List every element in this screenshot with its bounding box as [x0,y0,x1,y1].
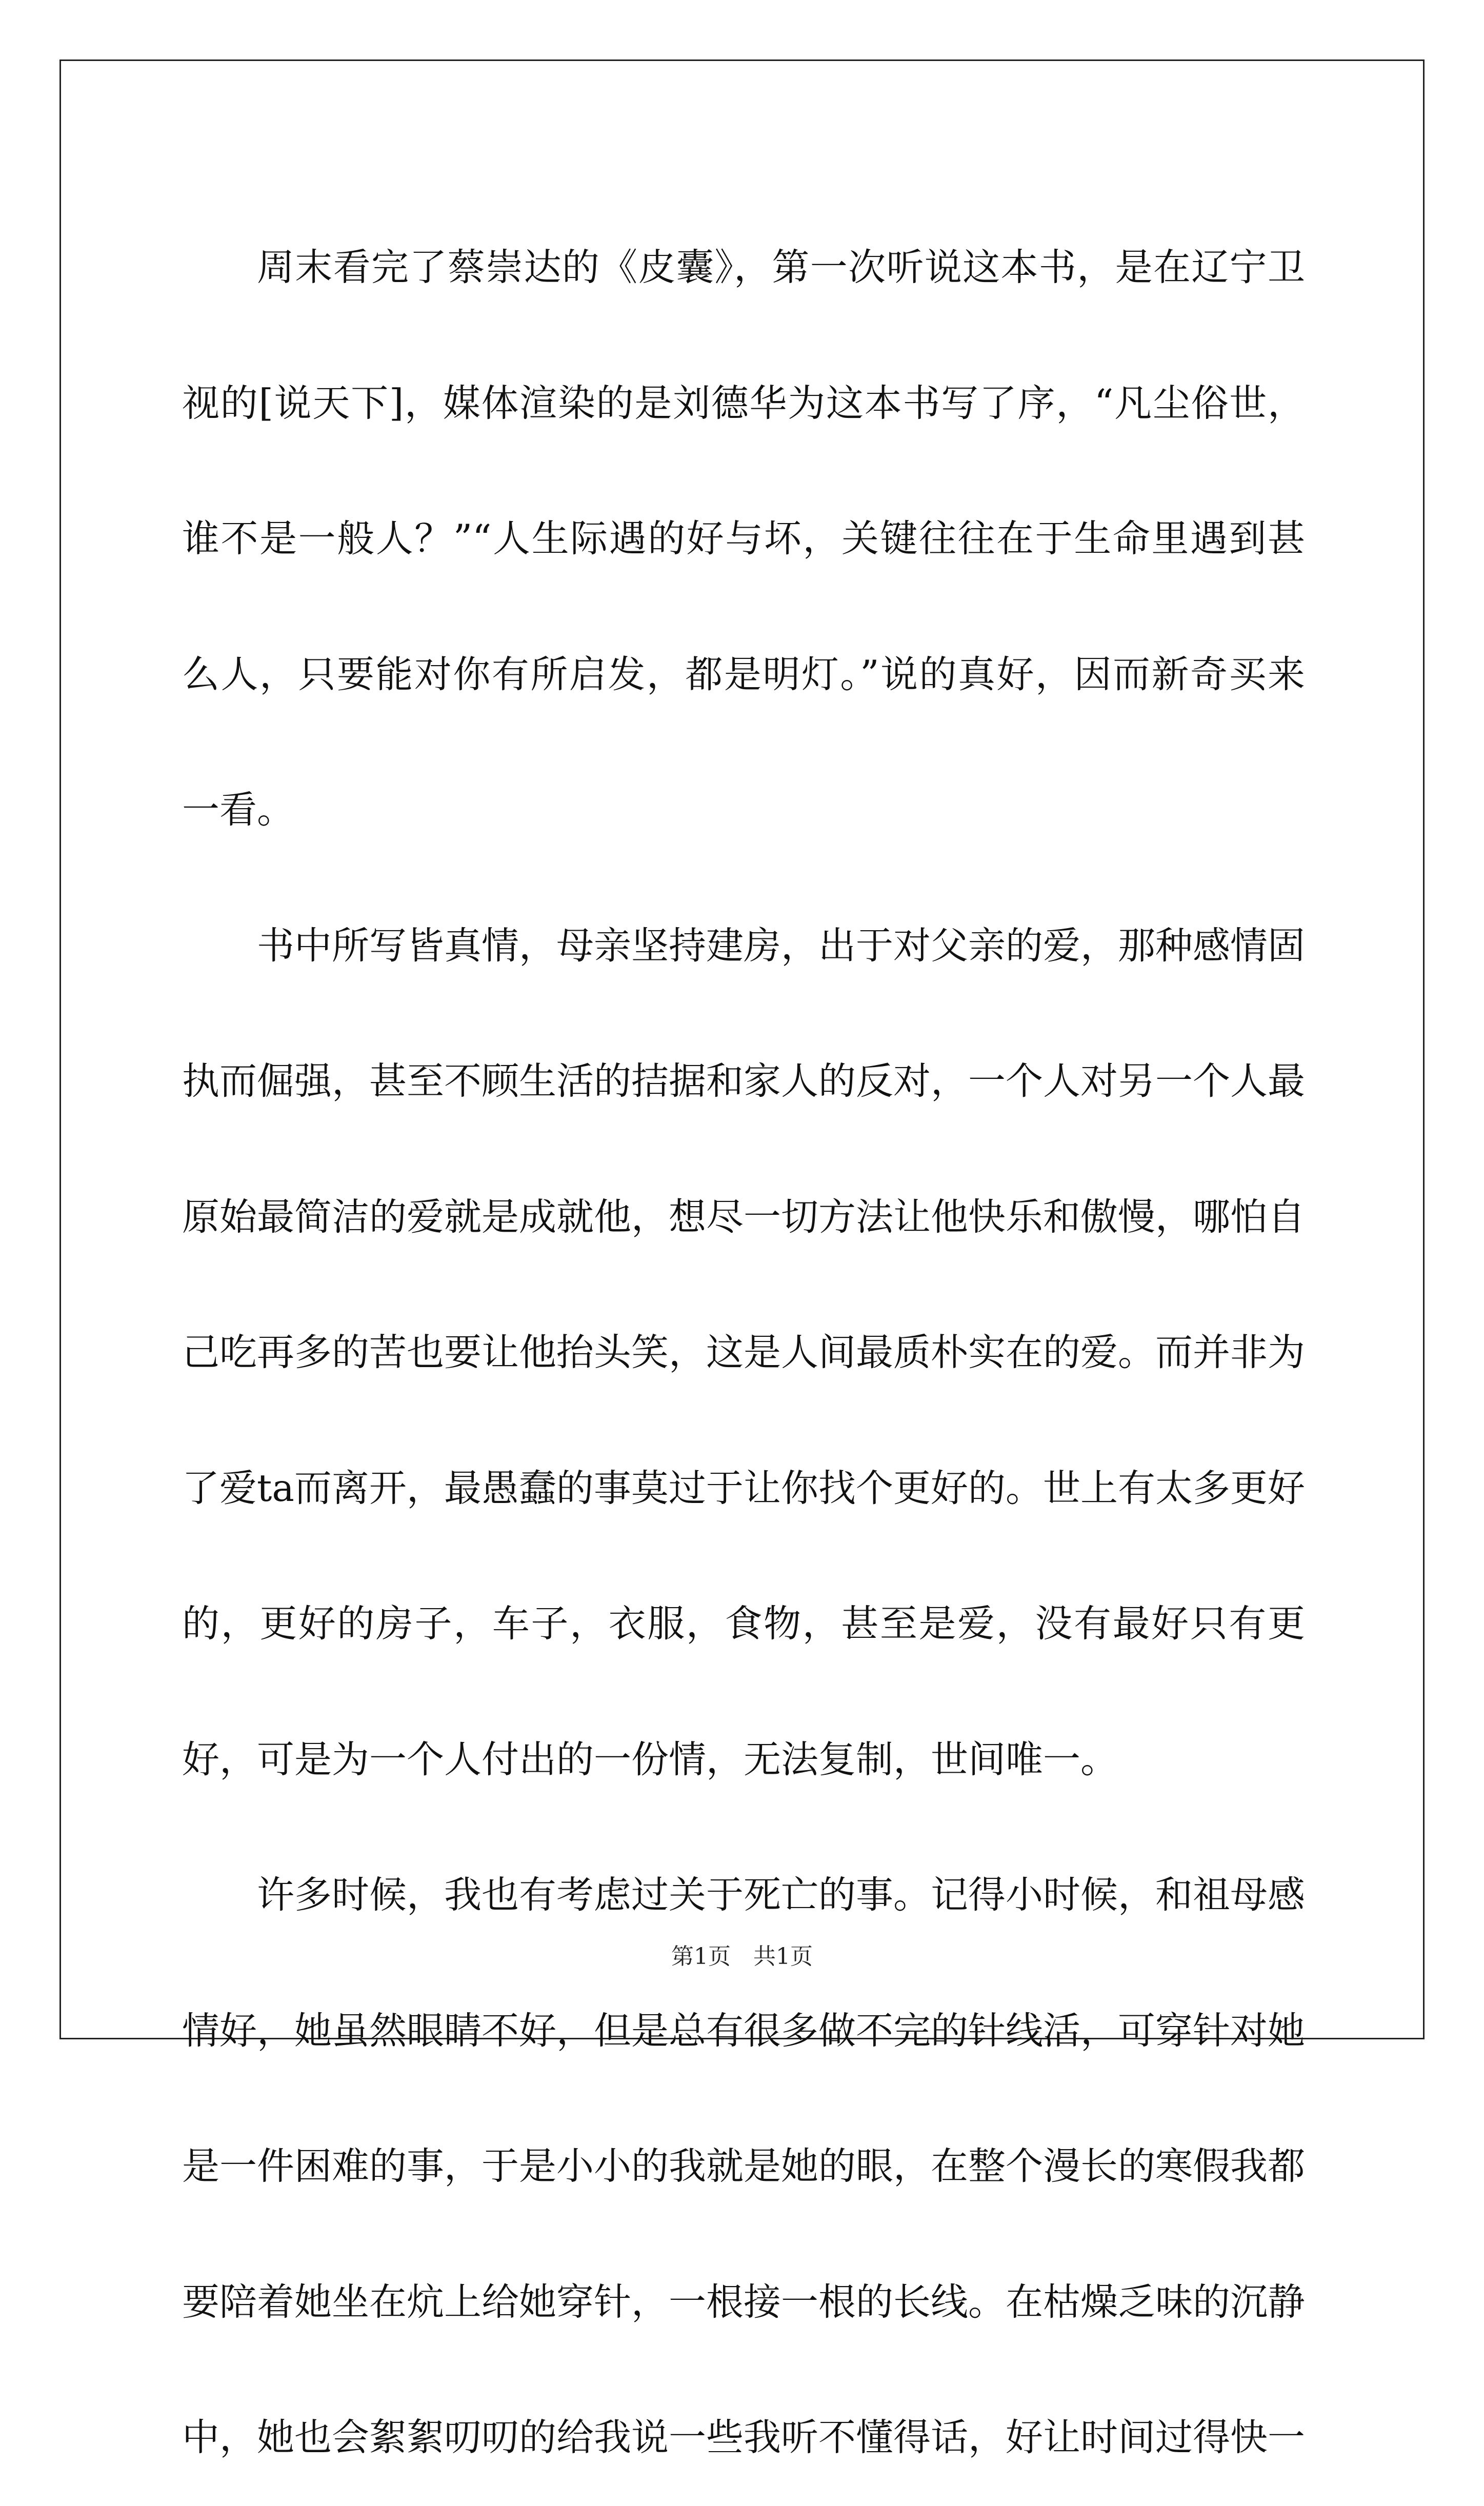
paragraph-1: 周末看完了蔡崇达的《皮囊》，第一次听说这本书，是在辽宁卫视的[说天下]，媒体渲染的是刘德华为这本书写了序，“凡尘俗世，谁不是一般人？”“人生际遇的好与坏，关键往往在于生命里遇到甚么人，只要能对你有所启发，都是明灯。”说的真好，因而新奇买来一看。 [182,246,1305,832]
document-body [182,200,1305,2506]
paragraph-2: 书中所写皆真情，母亲坚持建房，出于对父亲的爱，那种感情固执而倔强，甚至不顾生活的拮据和家人的反对，一个人对另一个人最原始最简洁的爱就是成就他，想尽一切方法让他快乐和傲慢，哪怕自己吃再多的苦也要让他抬头笑，这是人间最质朴实在的爱。而并非为了爱ta而离开，最愚蠢的事莫过于让你找个更好的。世上有太多更好的，更好的房子，车子，衣服，食物，甚至是爱，没有最好只有更好，可是为一个人付出的一份情，无法复制，世间唯一。 [182,924,1305,1781]
paragraph-3: 许多时候，我也有考虑过关于死亡的事。记得小时候，和祖母感情好，她虽然眼睛不好，但是总有很多做不完的针线活，可穿针对她是一件困难的事，于是小小的我就是她的眼，在整个漫长的寒假我都要陪着她坐在炕上给她穿针，一根接一根的长线。在枯燥乏味的沉静中，她也会絮絮叨叨的给我说一些我听不懂得话，好让时间过得快一 [182,1873,1305,2459]
page-total: 共1页 [753,1943,813,1970]
page-footer [0,1941,1484,1972]
page-number: 第1页 [671,1943,731,1970]
